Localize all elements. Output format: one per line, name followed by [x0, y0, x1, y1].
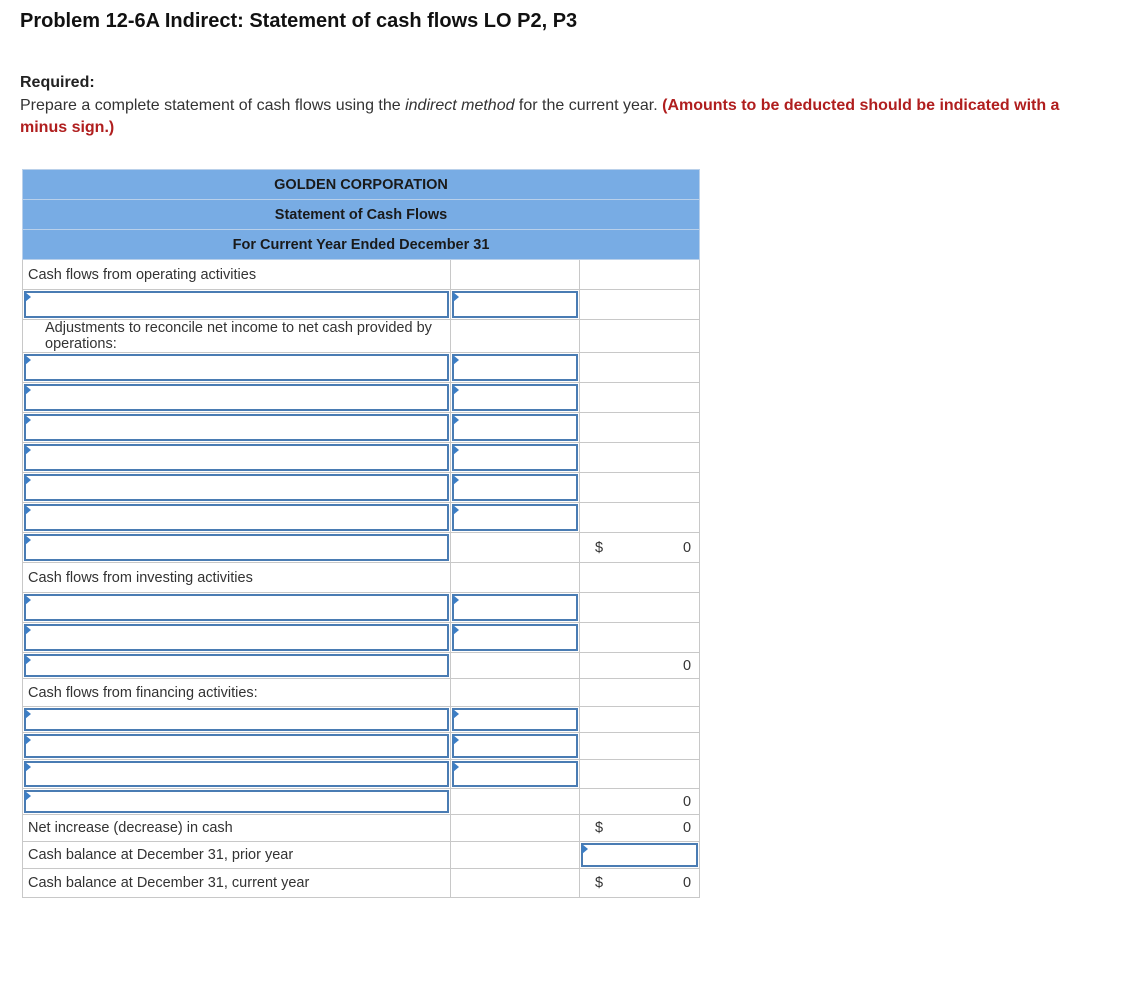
cash-flow-statement — [22, 169, 700, 898]
financing-amount-input[interactable] — [452, 761, 578, 787]
net-change-currency: $ — [595, 820, 604, 836]
current-balance-value: 0 — [682, 875, 692, 891]
financing-amount-input[interactable] — [452, 734, 578, 758]
investing-total-select[interactable] — [24, 654, 449, 677]
adjustment-item-select[interactable] — [24, 414, 449, 441]
statement-name: Statement of Cash Flows — [23, 200, 700, 230]
instruction-post: for the current year. — [514, 97, 663, 114]
instruction-note: (Amounts to be deducted should be indicated with a minus sign.) — [20, 97, 1060, 136]
operating-total-value: 0 — [682, 539, 692, 556]
financing-item-select[interactable] — [24, 761, 449, 787]
adjustment-amount-input[interactable] — [452, 414, 578, 441]
adjustment-amount-input[interactable] — [452, 504, 578, 531]
prior-balance-input[interactable] — [581, 843, 698, 867]
investing-activities-label: Cash flows from investing activities — [23, 563, 451, 593]
financing-total-value: 0 — [682, 793, 692, 810]
problem-title: Problem 12-6A Indirect: Statement of cash flows LO P2, P3 — [20, 10, 578, 32]
operating-activities-label: Cash flows from operating activities — [23, 260, 451, 290]
instruction-pre: Prepare a complete statement of cash flows using the — [20, 97, 406, 114]
financing-item-select[interactable] — [24, 708, 449, 731]
net-change-value: 0 — [682, 820, 692, 836]
adjustment-amount-input[interactable] — [452, 354, 578, 381]
adjustment-item-select[interactable] — [24, 474, 449, 501]
instructions — [20, 95, 1110, 139]
investing-item-select[interactable] — [24, 594, 449, 621]
financing-amount-input[interactable] — [452, 708, 578, 731]
financing-item-select[interactable] — [24, 734, 449, 758]
company-name: GOLDEN CORPORATION — [23, 170, 700, 200]
financing-activities-label: Cash flows from financing activities: — [23, 679, 451, 707]
adjustment-item-select[interactable] — [24, 354, 449, 381]
statement-period: For Current Year Ended December 31 — [23, 230, 700, 260]
net-change-label: Net increase (decrease) in cash — [23, 815, 451, 842]
adjustment-amount-input[interactable] — [452, 384, 578, 411]
investing-item-select[interactable] — [24, 624, 449, 651]
adjustment-item-select[interactable] — [24, 504, 449, 531]
required-label: Required: — [20, 74, 95, 91]
financing-total-select[interactable] — [24, 790, 449, 813]
adjustments-label: Adjustments to reconcile net income to net cash provided by operations: — [23, 320, 451, 353]
adjustment-item-select[interactable] — [24, 384, 449, 411]
operating-amount-input[interactable] — [452, 291, 578, 318]
operating-item-select[interactable] — [24, 291, 449, 318]
operating-total-select[interactable] — [24, 534, 449, 561]
current-balance-label: Cash balance at December 31, current year — [23, 869, 451, 898]
operating-total-currency: $ — [595, 539, 604, 556]
investing-amount-input[interactable] — [452, 624, 578, 651]
adjustment-amount-input[interactable] — [452, 474, 578, 501]
investing-amount-input[interactable] — [452, 594, 578, 621]
current-balance-currency: $ — [595, 875, 604, 891]
instruction-method: indirect method — [405, 97, 515, 114]
adjustment-amount-input[interactable] — [452, 444, 578, 471]
investing-total-value: 0 — [682, 657, 692, 674]
prior-balance-label: Cash balance at December 31, prior year — [23, 842, 451, 869]
adjustment-item-select[interactable] — [24, 444, 449, 471]
